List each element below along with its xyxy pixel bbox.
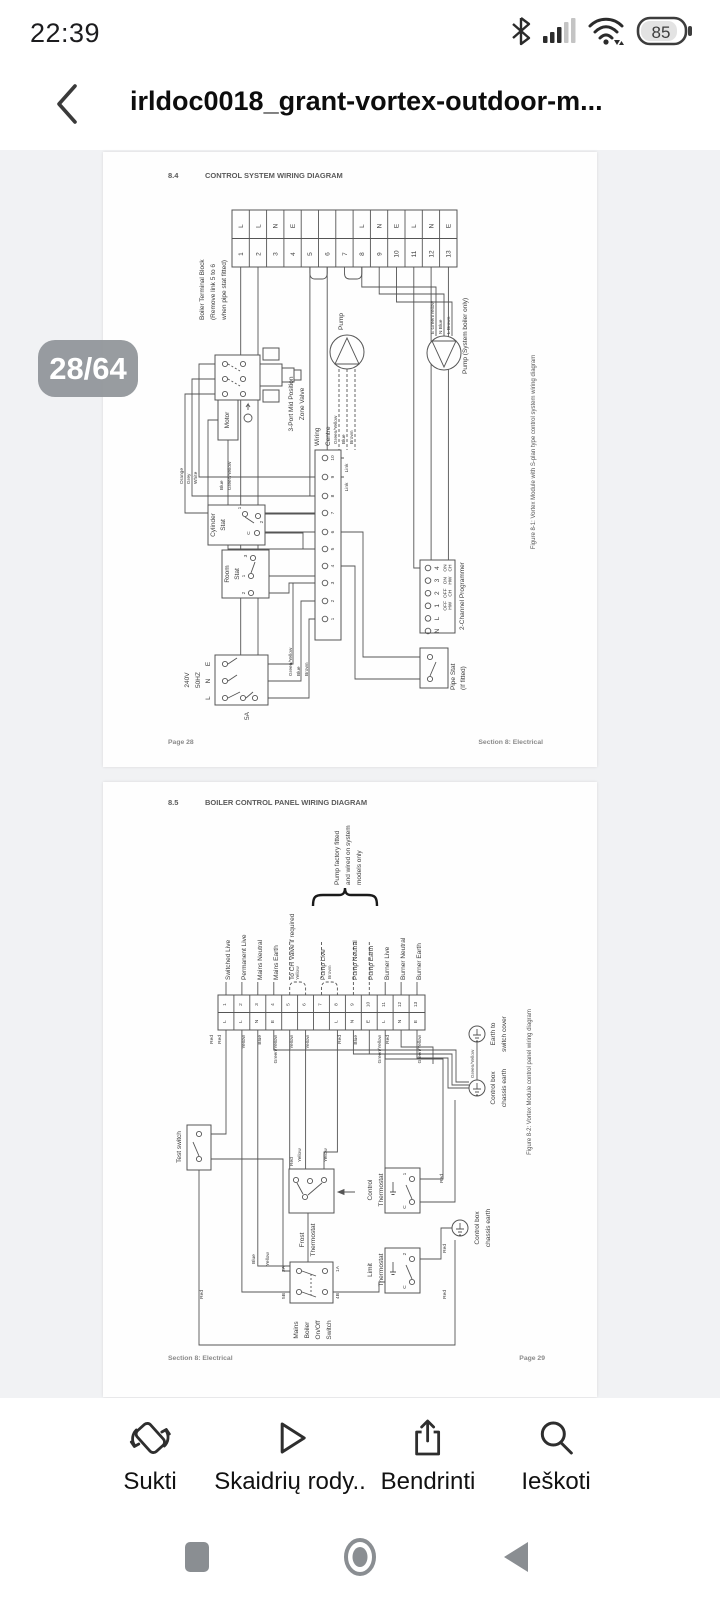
pipe-stat: [420, 648, 467, 690]
terminal-letter: N: [428, 223, 436, 229]
mains-supply: [184, 647, 310, 720]
terminal-number: 4: [270, 1003, 276, 1006]
contact-label: 1: [403, 1172, 408, 1176]
terminal-number: 10: [393, 250, 401, 258]
terminal-number: 3: [254, 1003, 260, 1006]
supply-label: 50HZ: [195, 672, 202, 688]
wire-label: Yellow: [298, 1148, 303, 1162]
column-label: Pump Earth: [368, 945, 375, 980]
wifi-icon: [587, 14, 627, 48]
contact-label: 2A: [282, 1266, 287, 1272]
wc-terminal: 1: [331, 617, 336, 621]
back-button[interactable]: [50, 80, 84, 128]
wc-terminal: 5: [331, 547, 336, 551]
wiring-centre-label: Centre: [325, 426, 332, 446]
terminal-number: 3: [272, 252, 280, 256]
toolbar-label: Bendrinti: [380, 1468, 476, 1495]
page-indicator-badge: 28/64: [38, 340, 138, 397]
terminal-number: 7: [318, 1003, 324, 1006]
room-stat: [222, 550, 269, 598]
wire-label: Green/Yellow: [274, 1035, 279, 1064]
terminal-letter: N: [398, 1019, 404, 1024]
wire-label: N Blue: [439, 319, 444, 334]
wire-label: Blue: [220, 480, 225, 490]
rotate-icon: [126, 1414, 174, 1462]
stat-label: Room: [224, 565, 231, 583]
page-footer-left: Section 8: Electrical: [168, 1355, 233, 1362]
contact-label: C: [247, 531, 252, 535]
terminal-number: 9: [350, 1003, 356, 1006]
wire-label: L Brown: [447, 316, 452, 334]
prog-mode: ON: [443, 576, 449, 585]
control-thermostat: [367, 1168, 420, 1213]
terminal-column-labels: [225, 913, 423, 980]
earth-label: switch cover: [501, 1016, 508, 1052]
test-switch: [176, 1125, 211, 1170]
page-footer-right: Section 8: Electrical: [478, 739, 543, 746]
system-pump-label: Pump (System boiler only): [462, 297, 469, 374]
share-button[interactable]: [381, 1414, 476, 1496]
mains-switch: [251, 1252, 341, 1340]
terminal-number: 4: [289, 252, 297, 256]
terminal-number: 6: [302, 1003, 308, 1006]
contact-label: C: [403, 1205, 408, 1209]
page-footer-right: Page 29: [519, 1355, 545, 1362]
column-label: Mains Neutral: [257, 939, 264, 980]
wiring-centre: [314, 426, 350, 640]
earth-label: chassis earth: [485, 1208, 492, 1248]
terminal-number: 8: [359, 252, 367, 256]
section-heading: CONTROL SYSTEM WIRING DIAGRAM: [205, 171, 343, 180]
status-bar: [0, 0, 720, 62]
terminal-number: 6: [324, 252, 332, 256]
terminal-letter: L: [255, 224, 263, 228]
wc-terminal: 8: [331, 494, 336, 498]
wire-label: Yellow: [290, 1035, 295, 1049]
pdf-page-29: [103, 782, 597, 1397]
wire-label: Green/Yellow: [418, 1035, 423, 1064]
terminal-number: 2: [238, 1003, 244, 1006]
switch-label: Mains: [293, 1321, 300, 1339]
terminal-number: 9: [376, 252, 384, 256]
terminal-number: 1: [223, 1003, 228, 1006]
prog-mode: CH: [448, 589, 454, 597]
terminal-letter: E: [270, 1019, 276, 1024]
boiler-terminal-block: [199, 210, 457, 321]
search-button[interactable]: [521, 1414, 590, 1496]
wire-label: Green/Yellow: [289, 647, 294, 676]
signal-icon: [542, 14, 578, 48]
prog-mode: HW: [448, 576, 454, 585]
recents-square-icon[interactable]: [184, 1541, 210, 1573]
battery-level: 85: [651, 23, 671, 42]
wire-label: Green/Yellow: [471, 1049, 476, 1078]
toolbar-label: Ieškoti: [521, 1468, 591, 1495]
clock: 22:39: [30, 18, 101, 48]
zone-valve: [179, 348, 306, 490]
supply-terminal: L: [205, 696, 212, 700]
section-number: 8.4: [168, 171, 179, 180]
link-label: Link: [345, 463, 350, 473]
share-icon: [404, 1414, 452, 1462]
prog-terminal: 1: [434, 603, 441, 608]
cylinder-stat: [208, 505, 265, 545]
switch-label: On/Off: [315, 1320, 322, 1340]
terminal-letter: L: [334, 1020, 340, 1023]
limit-thermostat: [367, 1248, 420, 1293]
contact-label: 4B: [336, 1293, 341, 1299]
block-label: Boiler Terminal Block: [199, 259, 206, 320]
wire-label: Red: [440, 1174, 445, 1183]
programmer: [420, 560, 466, 634]
terminal-number: 12: [428, 250, 436, 258]
wire-label: Red: [338, 1035, 343, 1044]
column-label: Burner Neutral: [400, 937, 407, 980]
terminal-number: 5: [286, 1003, 292, 1006]
battery-icon: [636, 14, 694, 48]
contact-label: C: [403, 1285, 408, 1289]
test-switch-label: Test switch: [176, 1131, 183, 1163]
terminal-number: 5: [307, 252, 315, 256]
stat-label: Cylinder: [210, 513, 217, 537]
rotate-button[interactable]: [123, 1414, 176, 1496]
app-header: [0, 62, 720, 150]
terminal-number: 2: [255, 252, 263, 256]
pdf-viewer[interactable]: [0, 150, 720, 1398]
terminal-number: 8: [334, 1003, 340, 1006]
terminal-letter: L: [411, 224, 418, 228]
prog-terminal: 3: [434, 578, 441, 583]
wire-label: Red: [443, 1290, 448, 1299]
earth-points: [199, 1015, 508, 1299]
earth-label: Control box: [490, 1071, 497, 1105]
wire-label: Orange: [180, 468, 185, 484]
wire-label: Grey: [187, 473, 192, 484]
terminal-letter: L: [238, 224, 245, 228]
prog-mode: HW: [448, 601, 454, 610]
wire-label: Blue: [297, 666, 302, 676]
terminal-letter: N: [350, 1019, 356, 1024]
terminal-letter: E: [414, 1019, 419, 1024]
contact-label: 1: [242, 574, 247, 578]
wiring-centre-label: Wiring: [314, 427, 321, 446]
contact-label: 2: [403, 1252, 408, 1256]
programmer-label: 2-Channel Programmer: [459, 562, 466, 630]
supply-terminal: E: [205, 661, 212, 667]
contact-label: 5B: [282, 1293, 287, 1299]
android-nav-bar: [0, 1513, 720, 1600]
bottom-toolbar: [0, 1398, 720, 1513]
earth-label: chassis earth: [501, 1068, 508, 1108]
terminal-number: 12: [398, 1001, 404, 1008]
wiring-diagram-29: [103, 782, 597, 1397]
wire-label: Red: [218, 1035, 223, 1044]
wire-label: Brown: [305, 662, 310, 676]
terminal-number: 11: [382, 1002, 388, 1007]
section-number: 8.5: [168, 798, 179, 807]
thermostat-label: Limit: [367, 1263, 374, 1277]
wire-label: Blue: [354, 1035, 359, 1045]
column-label: Switched Live: [225, 939, 232, 980]
column-label: Burner Earth: [416, 943, 423, 980]
wc-terminal: 4: [331, 564, 336, 568]
wire-label: Red: [200, 1290, 205, 1299]
wire-label: Yellow: [242, 1035, 247, 1049]
wire-label: White: [194, 471, 199, 484]
terminal-letter: E: [289, 223, 297, 229]
earth-label: Earth to: [490, 1022, 497, 1046]
terminal-letter: L: [359, 224, 367, 228]
prog-terminal: L: [434, 616, 441, 621]
figure-caption: Figure 8-2: Vortex Module control panel wiring diagram: [527, 1009, 533, 1155]
valve-label: 3-Port Mid Position: [288, 376, 295, 432]
toolbar-label: Sukti: [123, 1468, 177, 1495]
document-title: irldoc0018_grant-vortex-outdoor-m...: [130, 86, 603, 116]
brace-label: and wired on system: [345, 825, 352, 885]
column-label: Pump Live: [320, 949, 327, 980]
switch-label: Switch: [326, 1320, 333, 1340]
block-label: when pipe stat fitted): [221, 260, 228, 320]
prog-mode: CH: [448, 564, 454, 572]
motor-label: Motor: [224, 411, 231, 429]
terminal-letter: N: [254, 1019, 260, 1024]
prog-mode: ON: [443, 564, 449, 572]
wire-label: Blue: [252, 1254, 257, 1264]
column-label: Permanent Live: [241, 934, 248, 980]
wire-label: Green/Yellow: [228, 461, 233, 490]
pump-label: Pump: [338, 313, 345, 330]
brace-label: models only: [356, 850, 363, 885]
contact-label: 1: [238, 506, 243, 510]
wc-terminal: 10: [331, 455, 336, 461]
wire-label: Green/Yellow: [378, 1035, 383, 1064]
wiring-diagram-28: [103, 152, 597, 767]
terminal-number: 1: [238, 252, 245, 256]
column-label: Mains Earth: [273, 945, 280, 980]
stat-label: Stat: [220, 519, 227, 531]
wc-terminal: 6: [331, 530, 336, 534]
terminal-number: 13: [414, 1001, 419, 1008]
terminal-number: 7: [341, 252, 349, 256]
wc-terminal: 2: [331, 599, 336, 603]
back-triangle-icon[interactable]: [502, 1541, 530, 1573]
home-circle-icon[interactable]: [343, 1537, 377, 1577]
wire-label: Red: [443, 1244, 448, 1253]
brace-label: Pump factory fitted: [334, 830, 341, 885]
thermostat-label: Thermostat: [310, 1223, 317, 1257]
terminal-letter: L: [223, 1020, 228, 1023]
wire-label: Yellow: [296, 966, 301, 980]
wc-terminal: 9: [331, 475, 336, 479]
supply-terminal: N: [205, 678, 212, 684]
terminal-letter: E: [445, 223, 453, 229]
supply-label: 240V: [184, 672, 191, 688]
link-label: Link: [345, 482, 350, 492]
frost-thermostat: [289, 1148, 334, 1257]
wire-label: Red: [290, 1157, 295, 1166]
wire-label: Red: [386, 1035, 391, 1044]
search-icon: [532, 1414, 580, 1462]
valve-label: Zone Valve: [299, 387, 306, 421]
panel-terminal-block: [218, 995, 425, 1030]
wire-label: Blue: [258, 1035, 263, 1045]
fuse-label: 5A: [244, 712, 251, 720]
pdf-page-28: [103, 152, 597, 767]
page-footer-left: Page 28: [168, 739, 194, 746]
figure-caption: Figure 8-1: Vortex Module with S-plan type control system wiring diagram: [531, 354, 537, 550]
pipe-stat-label: (If fitted): [460, 666, 467, 690]
terminal-letter: N: [272, 223, 280, 229]
thermostat-label: Frost: [299, 1232, 306, 1248]
status-icons: [509, 14, 694, 48]
wire-label: Yellow: [324, 1148, 329, 1162]
wire-label: Yellow: [306, 1035, 311, 1049]
contact-label: 1A: [336, 1266, 341, 1272]
slideshow-button[interactable]: [214, 1414, 366, 1496]
slideshow-icon: [266, 1414, 314, 1462]
toolbar-label: Skaidrių rody..: [214, 1468, 366, 1495]
section-heading: BOILER CONTROL PANEL WIRING DIAGRAM: [205, 798, 368, 807]
prog-terminal: N: [434, 628, 441, 634]
column-label: Pump Neutral: [352, 940, 359, 980]
prog-mode: OFF: [443, 588, 449, 598]
terminal-number: 10: [366, 1001, 372, 1008]
terminal-number: 11: [411, 250, 418, 258]
terminal-letter: E: [366, 1019, 372, 1024]
thermostat-label: Control: [367, 1179, 374, 1201]
stat-label: Stat: [234, 568, 241, 580]
prog-mode: OFF: [443, 601, 449, 611]
wire-label: Red: [210, 1035, 215, 1044]
prog-terminal: 4: [434, 566, 441, 570]
contact-label: 3: [244, 554, 249, 558]
terminal-letter: N: [376, 223, 384, 229]
thermostat-label: Thermostat: [378, 1253, 385, 1287]
wire-label: Yellow: [266, 1252, 271, 1266]
block-label: (Remove link 5 to 6: [210, 264, 217, 320]
bluetooth-icon: [509, 14, 533, 48]
column-label: To CH Valve if required: [289, 913, 296, 980]
wire-label: Brown: [350, 430, 355, 444]
column-label: Burner Live: [384, 946, 391, 980]
wire-label: E Green/Yellow: [431, 301, 436, 334]
earth-label: Control box: [474, 1211, 481, 1245]
wire-label: Green/Yellow: [334, 415, 339, 444]
terminal-letter: L: [382, 1020, 388, 1023]
pipe-stat-label: Pipe Stat: [450, 663, 457, 690]
switch-label: Boiler: [304, 1321, 311, 1339]
wc-terminal: 7: [331, 511, 336, 515]
contact-label: 2: [260, 520, 265, 524]
terminal-letter: E: [393, 223, 401, 229]
wire-label: Blue: [342, 434, 347, 444]
contact-label: 2: [242, 591, 247, 595]
terminal-letter: L: [238, 1020, 244, 1023]
terminal-number: 13: [445, 250, 453, 258]
pump-brace: [313, 825, 377, 906]
thermostat-label: Thermostat: [378, 1173, 385, 1207]
prog-terminal: 2: [434, 591, 441, 596]
wc-terminal: 3: [331, 581, 336, 585]
wire-label: Brown: [328, 965, 333, 979]
